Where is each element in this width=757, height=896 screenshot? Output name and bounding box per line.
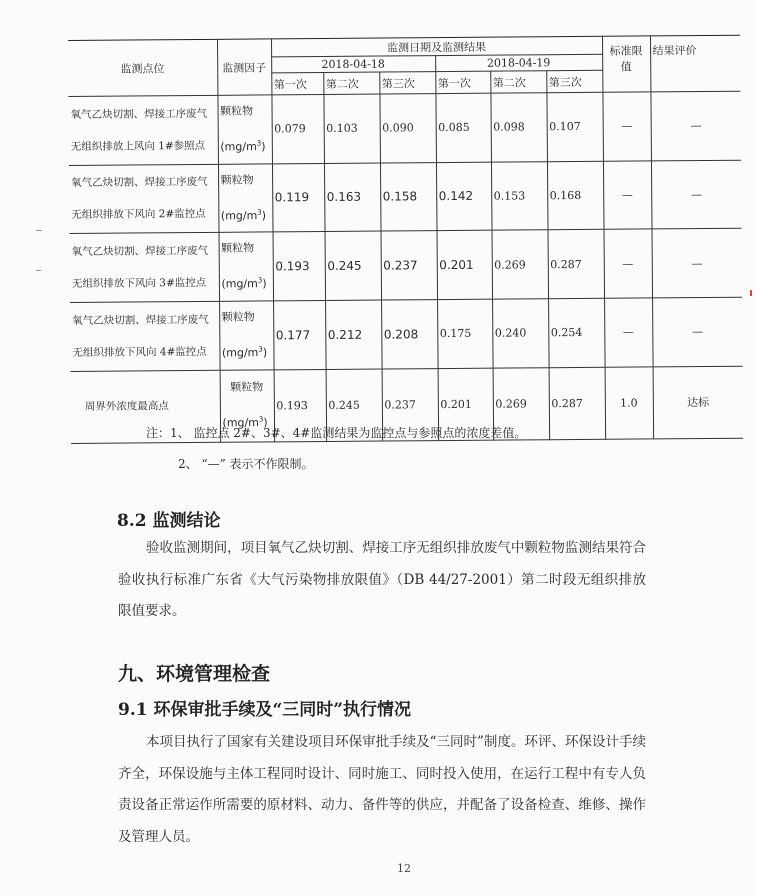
header-run: 第二次 (490, 71, 546, 93)
table-row (70, 297, 743, 371)
value-cell: 0.269 (493, 367, 550, 439)
factor-unit: $(mg/m^3)$ (220, 208, 267, 223)
scan-mark (36, 270, 41, 271)
location-line: 无组织排放下风向 3#监控点 (71, 277, 207, 291)
value-cell: 0.085 (435, 93, 491, 162)
factor-cell (219, 232, 274, 301)
evaluation-cell: — (651, 160, 742, 229)
location-line: 氧气乙炔切割、焊接工序废气 (70, 107, 208, 121)
value-cell: 0.245 (325, 231, 382, 300)
value-cell: 0.079 (271, 94, 324, 163)
monitoring-results-table (68, 35, 743, 444)
value-cell: 0.175 (437, 299, 493, 368)
value-cell: 0.098 (490, 93, 547, 162)
value-cell: 0.287 (548, 230, 605, 299)
value-cell: 0.163 (324, 163, 381, 232)
location-line: 氧气乙炔切割、焊接工序废气 (71, 176, 208, 190)
location-cell (70, 233, 220, 303)
table-note-1: 注：1、 监控点 2#、3#、4#监测结果为监控点与参照点的浓度差值。 (146, 426, 527, 440)
section-8-2-heading: 8.2 监测结论 (117, 511, 221, 531)
section-9-1-paragraph: 本项目执行了国家有关建设项目环保审批手续及“三同时”制度。环评、环保设计手续齐全，环保设施与主体工程同时设计、同时施工、同时投入使用，在运行工程中有专人负责设备正常运作所需要的原材料、动力、备件等的供应，并配备了设备检查、维修、操作及管理人员。 (118, 734, 646, 845)
header-date-2: 2018-04-19 (435, 54, 602, 71)
location-line: 无组织排放下风向 2#监控点 (71, 208, 206, 222)
value-cell: 0.212 (325, 300, 382, 369)
header-run: 第三次 (546, 70, 602, 92)
evaluation-cell: — (652, 229, 743, 298)
value-cell: 0.240 (492, 299, 549, 368)
page-number: 12 (397, 862, 411, 875)
location-line: 无组织排放上风向 1#参照点 (70, 139, 206, 153)
factor-cell (217, 95, 272, 164)
value-cell: 0.201 (438, 368, 494, 440)
chapter-9-heading: 九、环境管理检查 (118, 663, 271, 685)
value-cell: 0.193 (274, 369, 327, 441)
factor-name: 颗粒物 (230, 380, 264, 395)
section-9-1-heading: 9.1 环保审批手续及“三同时”执行情况 (118, 700, 412, 720)
value-cell: 0.245 (326, 369, 383, 441)
header-location: 监测点位 (68, 39, 217, 96)
value-cell: 0.177 (273, 300, 326, 369)
location-cell (70, 301, 220, 371)
value-cell: 0.237 (382, 368, 439, 440)
standard-cell: 1.0 (605, 367, 654, 439)
section-8-2-paragraph: 验收监测期间，项目氧气乙炔切割、焊接工序无组织排放废气中颗粒物监测结果符合验收执行标准广东省《大气污染物排放限值》（DB 44/27-2001）第二时段无组织排放限值要求。 (118, 540, 646, 619)
location-cell (69, 164, 219, 234)
factor-unit: $(mg/m^3)$ (220, 139, 266, 154)
evaluation-cell: — (650, 91, 741, 160)
factor-unit: $(mg/m^3)$ (221, 345, 268, 360)
table-row (70, 229, 743, 303)
standard-cell: — (604, 298, 653, 367)
table-row (69, 160, 742, 234)
location-cell (68, 95, 218, 165)
value-cell: 0.090 (379, 94, 436, 163)
factor-name: 颗粒物 (221, 310, 255, 324)
scan-mark (36, 230, 42, 231)
factor-cell (218, 164, 273, 233)
standard-cell: — (603, 161, 652, 230)
scan-mark (750, 290, 752, 296)
value-cell: 0.142 (436, 162, 492, 231)
factor-cell (219, 301, 274, 370)
evaluation-cell: 达标 (653, 366, 744, 439)
value-cell: 0.103 (323, 94, 380, 163)
standard-cell: — (604, 229, 653, 298)
standard-cell: — (602, 92, 651, 161)
value-cell: 0.287 (549, 367, 606, 439)
header-dates-results: 监测日期及监测结果 (271, 36, 602, 57)
value-cell: 0.119 (272, 163, 325, 232)
header-run: 第一次 (271, 72, 323, 94)
value-cell: 0.168 (547, 161, 604, 230)
table-note-2: 2、 “—” 表示不作限制。 (178, 457, 314, 471)
header-run: 第一次 (435, 71, 490, 93)
header-date-1: 2018-04-18 (271, 56, 435, 73)
value-cell: 0.158 (380, 162, 437, 231)
factor-name: 颗粒物 (221, 241, 255, 256)
header-result-evaluation: 结果评价 (650, 35, 740, 92)
factor-unit: $(mg/m^3)$ (221, 276, 267, 291)
value-cell: 0.269 (492, 230, 549, 299)
header-run: 第三次 (379, 72, 435, 94)
header-run: 第二次 (323, 72, 379, 94)
value-cell: 0.107 (546, 92, 603, 161)
value-cell: 0.237 (381, 231, 438, 300)
header-factor: 监测因子 (217, 39, 271, 95)
evaluation-cell: — (652, 297, 743, 366)
header-standard-limit: 标准限值 (602, 36, 650, 92)
factor-name: 颗粒物 (220, 173, 254, 187)
factor-unit: $(mg/m^3)$ (222, 415, 268, 430)
value-cell: 0.201 (437, 230, 493, 299)
location-line: 氧气乙炔切割、焊接工序废气 (71, 245, 209, 259)
value-cell: 0.153 (491, 161, 548, 230)
location-cell: 周界外浓度最高点 (71, 370, 221, 443)
location-line: 无组织排放下风向 4#监控点 (72, 345, 207, 359)
value-cell: 0.193 (273, 232, 326, 301)
table-row (68, 91, 741, 165)
factor-name: 颗粒物 (220, 104, 254, 118)
value-cell: 0.208 (381, 300, 438, 369)
value-cell: 0.254 (548, 298, 605, 367)
location-line: 氧气乙炔切割、焊接工序废气 (72, 313, 209, 327)
